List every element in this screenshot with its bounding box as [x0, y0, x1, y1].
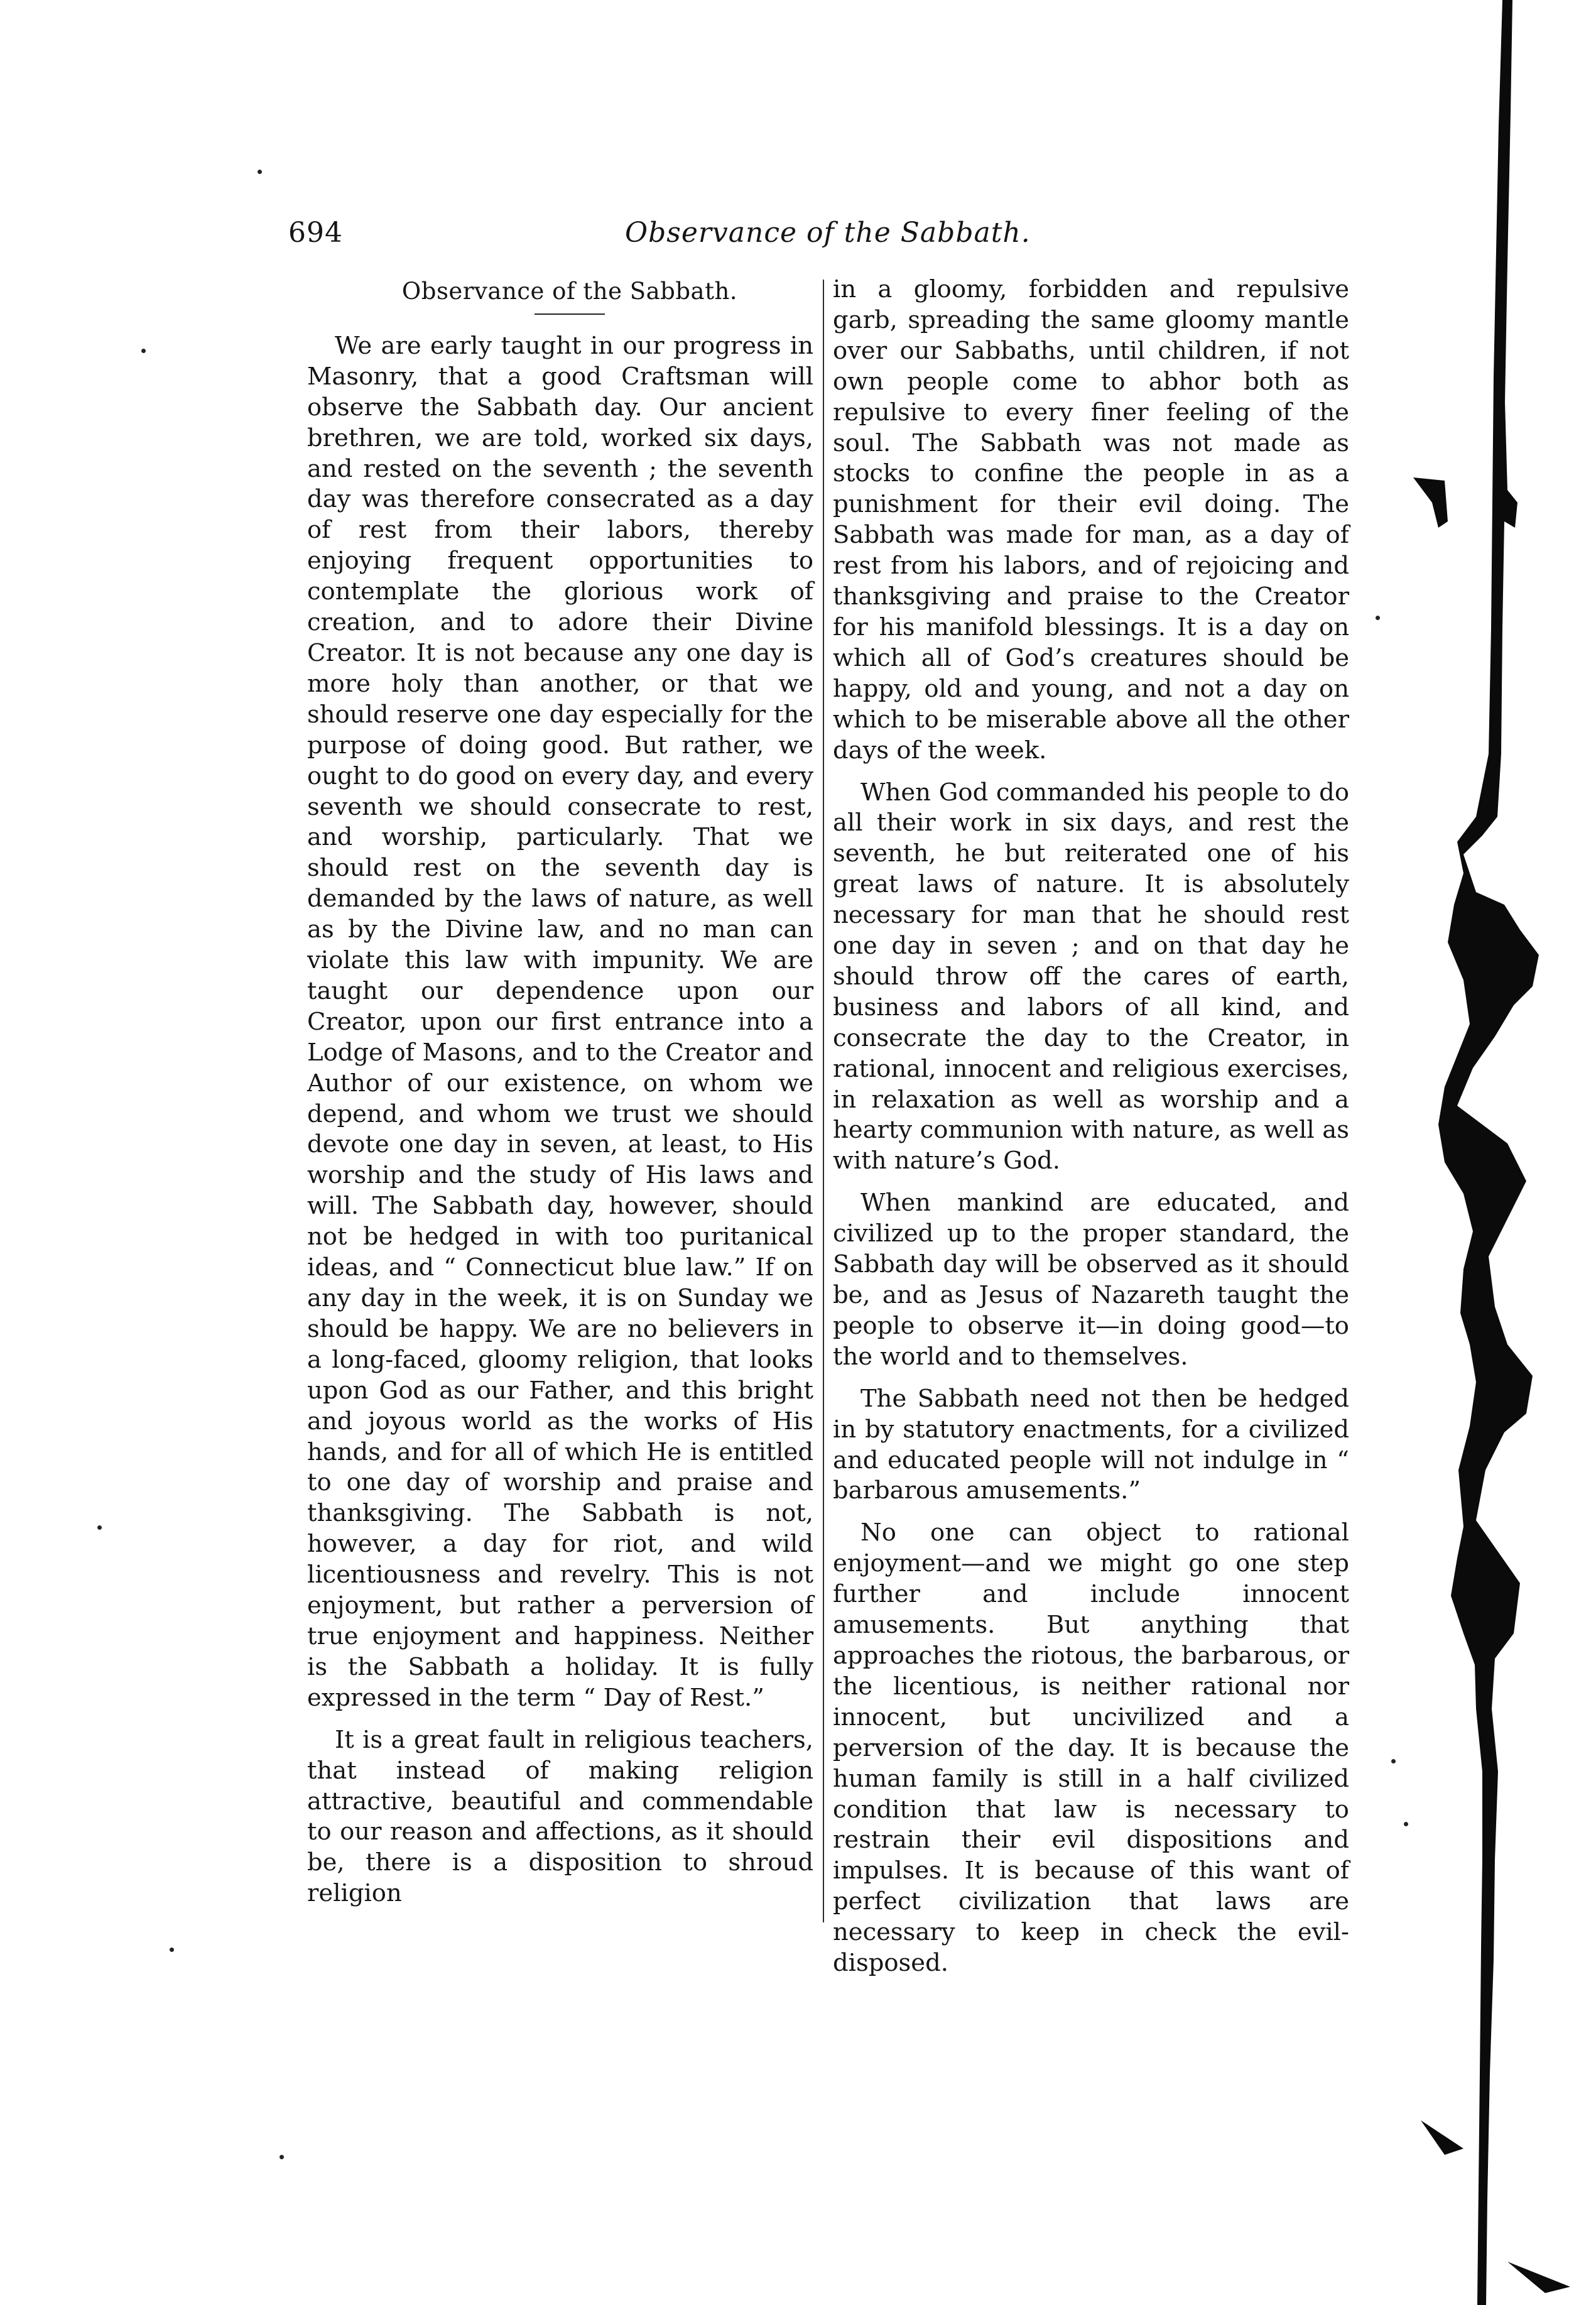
paragraph: The Sabbath need not then be hedged in by statutory enactments, for a civilized and educated people will not indulge in “ barbarous amusements.” — [833, 1384, 1349, 1505]
speck — [170, 1948, 174, 1952]
running-head: Observance of the Sabbath. — [625, 217, 1031, 249]
title-rule — [535, 313, 605, 315]
paragraph: We are early taught in our progress in Masonry, that a good Craftsman will observe the Sabbath day. Our ancient brethren, we are told, worked six days, and rested on the seventh ; the seventh day was therefore consecrated as a day of rest from their labors, thereby enjoying frequent opportunities to contemplate the glorious work of creation, and to adore their Divine Creator. It is not because any one day is more holy than another, or that we should reserve one day especially for the purpose of doing good. But rather, we ought to do good on every day, and every seventh we should consecrate to rest, and worship, particularly. That we should rest on the seventh day is demanded by the laws of nature, as well as by the Divine law, and no man can violate this law with impunity. We are taught our dependence upon our Creator, upon our first entrance into a Lodge of Masons, and to the Creator and Author of our existence, on whom we depend, and whom we trust we should devote one day in seven, at least, to His worship and the study of His laws and will. The Sabbath day, however, should not be hedged in with too puritanical ideas, and “ Connecticut blue law.” If on any day in the week, it is on Sunday we should be happy. We are no believers in a long-faced, gloomy religion, that looks upon God as our Father, and this bright and joyous world as the works of His hands, and for all of which He is entitled to one day of worship and praise and thanksgiving. The Sabbath is not, however, a day for riot, and wild licentiousness and revelry. This is not enjoyment, but rather a perversion of true enjoyment and happiness. Neither is the Sabbath a holiday. It is fully expressed in the term “ Day of Rest.” — [307, 331, 813, 1712]
speck — [1376, 616, 1380, 620]
speck — [258, 170, 262, 174]
paragraph: It is a great fault in religious teachers, that instead of making religion attractive, beautiful and commendable to our reason and affections, as it should be, there is a disposition to shroud religion — [307, 1725, 813, 1908]
page-number: 694 — [288, 217, 343, 249]
article-title: Observance of the Sabbath. — [401, 278, 738, 305]
paragraph: No one can object to rational enjoyment—and we might go one step further and include innocent amusements. But anything that approaches the riotous, the barbarous, or the licentious, is neither rational nor innocent, but uncivilized and a perversion of the day. It is because the human family is still in a half civilized condition that law is necessary to restrain their evil dispositions and impulses. It is because of this want of perfect civilization that laws are necessary to keep in check the evil-disposed. — [833, 1518, 1349, 1978]
speck — [97, 1525, 102, 1530]
speck — [141, 349, 146, 353]
paragraph: in a gloomy, forbidden and repulsive garb, spreading the same gloomy mantle over our Sabbaths, until children, if not own people come to abhor both as repulsive to every finer feeling of the soul. The Sabbath was not made as stocks to confine the people in as a punishment for their evil doing. The Sabbath was made for man, as a day of rest from his labors, and of rejoicing and thanksgiving and praise to the Creator for his manifold blessings. It is a day on which all of God’s creatures should be happy, old and young, and not a day on which to be miserable above all the other days of the week. — [833, 275, 1349, 765]
speck — [280, 2155, 284, 2159]
paragraph: When mankind are educated, and civilized up to the proper standard, the Sabbath day will be observed as it should be, and as Jesus of Nazareth taught the people to observe it—in doing good—to the world and to themselves. — [833, 1189, 1349, 1371]
speck — [1404, 1822, 1408, 1826]
column-divider — [823, 280, 824, 1922]
speck — [1391, 1759, 1396, 1763]
right-column — [833, 275, 1349, 1979]
paragraph: When God commanded his people to do all their work in six days, and rest the seventh, he but reiterated one of his great laws of nature. It is absolutely necessary for man that he should rest one day in seven ; and on that day he should throw off the cares of earth, business and labors of all kind, and consecrate the day to the Creator, in rational, innocent and religious exercises, in relaxation as well as worship and a hearty communion with nature, as well as with nature’s God. — [833, 778, 1349, 1175]
left-column — [307, 276, 813, 1909]
